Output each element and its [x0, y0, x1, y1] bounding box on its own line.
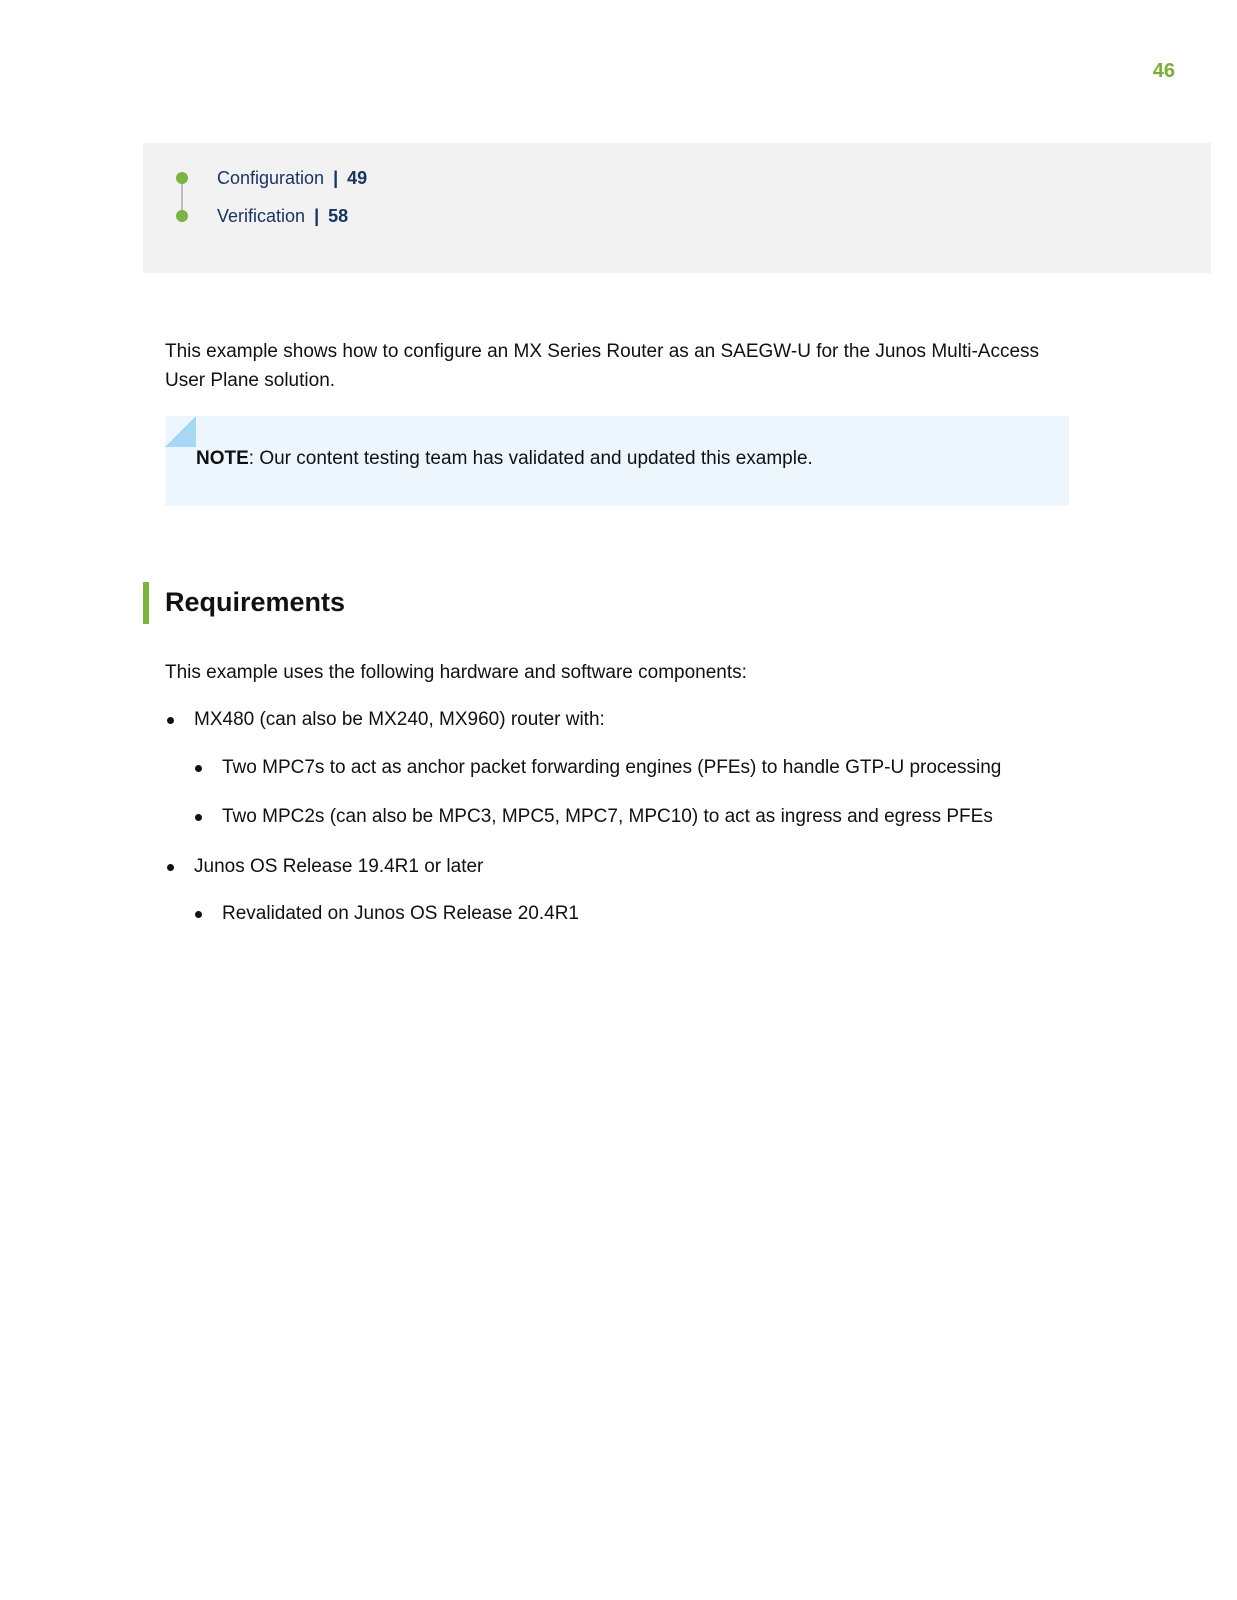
- bullet-icon: [167, 864, 174, 871]
- toc-separator: |: [314, 205, 320, 226]
- toc-item-page[interactable]: 58: [328, 205, 349, 226]
- note-text: [196, 446, 813, 472]
- note-box: [165, 416, 1069, 506]
- list-item-text: MX480 (can also be MX240, MX960) router with:: [194, 709, 605, 730]
- bullet-icon: [195, 765, 202, 772]
- note-corner-icon: [165, 416, 196, 447]
- list-item-text: Two MPC2s (can also be MPC3, MPC5, MPC7, MPC10) to act as ingress and egress PFEs: [222, 806, 993, 827]
- section-heading-requirements: Requirements: [165, 587, 346, 617]
- bullet-icon: [167, 717, 174, 724]
- bullet-icon: [195, 911, 202, 918]
- toc-item-verification[interactable]: [176, 204, 348, 228]
- bullet-dot-icon: [176, 210, 188, 222]
- toc-item-page[interactable]: 49: [347, 167, 368, 188]
- list-item-text: Revalidated on Junos OS Release 20.4R1: [222, 903, 580, 924]
- requirements-lead: This example uses the following hardware and software components:: [165, 662, 747, 683]
- toc-item-configuration[interactable]: [176, 166, 367, 190]
- list-item-text: Junos OS Release 19.4R1 or later: [194, 856, 484, 877]
- note-label: NOTE: [196, 448, 249, 469]
- bullet-dot-icon: [176, 172, 188, 184]
- toc-separator: |: [333, 167, 339, 188]
- intro-paragraph: This example shows how to configure an MX Series Router as an SAEGW-U for the Junos Multi-Access User Plane solution.: [165, 341, 1040, 391]
- mini-toc: [143, 143, 1211, 273]
- toc-item-label[interactable]: Verification: [217, 205, 306, 226]
- toc-item-label[interactable]: Configuration: [217, 167, 325, 188]
- section-accent-bar: [143, 582, 149, 624]
- bullet-icon: [195, 814, 202, 821]
- note-body: : Our content testing team has validated and updated this example.: [248, 448, 813, 469]
- list-item-text: Two MPC7s to act as anchor packet forwarding engines (PFEs) to handle GTP-U processing: [222, 757, 1002, 778]
- page-number: 46: [1152, 60, 1175, 82]
